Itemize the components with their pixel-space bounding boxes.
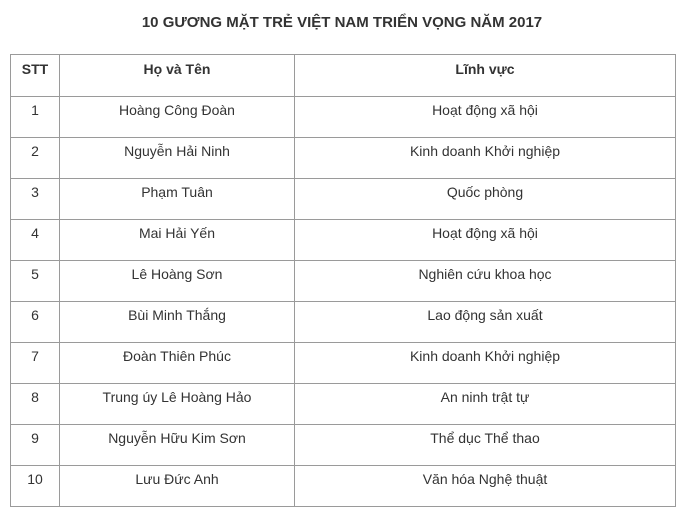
name-value: Nguyễn Hải Ninh: [124, 143, 230, 159]
name-value: Lưu Đức Anh: [135, 471, 219, 487]
cell-stt: [11, 220, 60, 261]
stt-value: 7: [31, 348, 39, 364]
name-value: Hoàng Công Đoàn: [119, 102, 235, 118]
table-row: [11, 138, 676, 179]
cell-stt: [11, 466, 60, 507]
cell-stt: [11, 384, 60, 425]
header-field: [295, 55, 676, 97]
cell-stt: [11, 179, 60, 220]
name-value: Trung úy Lê Hoàng Hảo: [102, 389, 252, 405]
field-value: Hoạt động xã hội: [432, 225, 538, 241]
name-value: Nguyễn Hữu Kim Sơn: [108, 430, 246, 446]
cell-field: [295, 466, 676, 507]
stt-value: 9: [31, 430, 39, 446]
stt-value: 5: [31, 266, 39, 282]
field-value: Hoạt động xã hội: [432, 102, 538, 118]
table-row: [11, 302, 676, 343]
table-row: [11, 220, 676, 261]
stt-value: 1: [31, 102, 39, 118]
cell-name: [60, 425, 295, 466]
table-row: [11, 384, 676, 425]
cell-field: [295, 343, 676, 384]
cell-name: [60, 343, 295, 384]
cell-field: [295, 97, 676, 138]
cell-name: [60, 220, 295, 261]
header-stt: [11, 55, 60, 97]
cell-stt: [11, 138, 60, 179]
cell-field: [295, 261, 676, 302]
name-value: Bùi Minh Thắng: [128, 307, 226, 323]
header-field-label: Lĩnh vực: [455, 61, 515, 77]
name-value: Lê Hoàng Sơn: [131, 266, 223, 282]
field-value: Quốc phòng: [446, 184, 524, 200]
field-value: Nghiên cứu khoa học: [418, 266, 552, 282]
header-name-label: Họ và Tên: [143, 61, 211, 77]
table-row: [11, 97, 676, 138]
name-value: Mai Hải Yến: [138, 225, 215, 241]
cell-stt: [11, 261, 60, 302]
table-body: [11, 97, 676, 507]
table-row: [11, 343, 676, 384]
cell-name: [60, 138, 295, 179]
field-value: Lao động sản xuất: [427, 307, 543, 323]
cell-name: [60, 384, 295, 425]
page-title: 10 GƯƠNG MẶT TRẺ VIỆT NAM TRIỂN VỌNG NĂM 2017: [141, 14, 543, 31]
stt-value: 4: [31, 225, 39, 241]
honorees-table: [10, 54, 676, 507]
stt-value: 2: [31, 143, 39, 159]
cell-name: [60, 261, 295, 302]
field-value: Thể dục Thể thao: [430, 430, 540, 446]
cell-field: [295, 384, 676, 425]
field-value: Kinh doanh Khởi nghiệp: [409, 143, 561, 159]
stt-value: 10: [27, 471, 43, 487]
cell-stt: [11, 302, 60, 343]
stt-value: 3: [31, 184, 39, 200]
header-stt-label: STT: [21, 61, 49, 77]
name-value: Đoàn Thiên Phúc: [123, 348, 231, 364]
stt-value: 6: [31, 307, 39, 323]
table-row: [11, 466, 676, 507]
cell-stt: [11, 343, 60, 384]
cell-field: [295, 425, 676, 466]
name-value: Phạm Tuân: [141, 184, 213, 200]
field-value: Văn hóa Nghệ thuật: [422, 471, 548, 487]
cell-field: [295, 302, 676, 343]
cell-name: [60, 466, 295, 507]
table-row: [11, 179, 676, 220]
cell-name: [60, 97, 295, 138]
cell-stt: [11, 97, 60, 138]
header-name: [60, 55, 295, 97]
field-value: An ninh trật tự: [440, 389, 530, 405]
table-header-row: [11, 55, 676, 97]
cell-field: [295, 179, 676, 220]
table-row: [11, 261, 676, 302]
cell-stt: [11, 425, 60, 466]
cell-field: [295, 138, 676, 179]
table-row: [11, 425, 676, 466]
cell-name: [60, 179, 295, 220]
cell-name: [60, 302, 295, 343]
field-value: Kinh doanh Khởi nghiệp: [409, 348, 561, 364]
stt-value: 8: [31, 389, 39, 405]
cell-field: [295, 220, 676, 261]
